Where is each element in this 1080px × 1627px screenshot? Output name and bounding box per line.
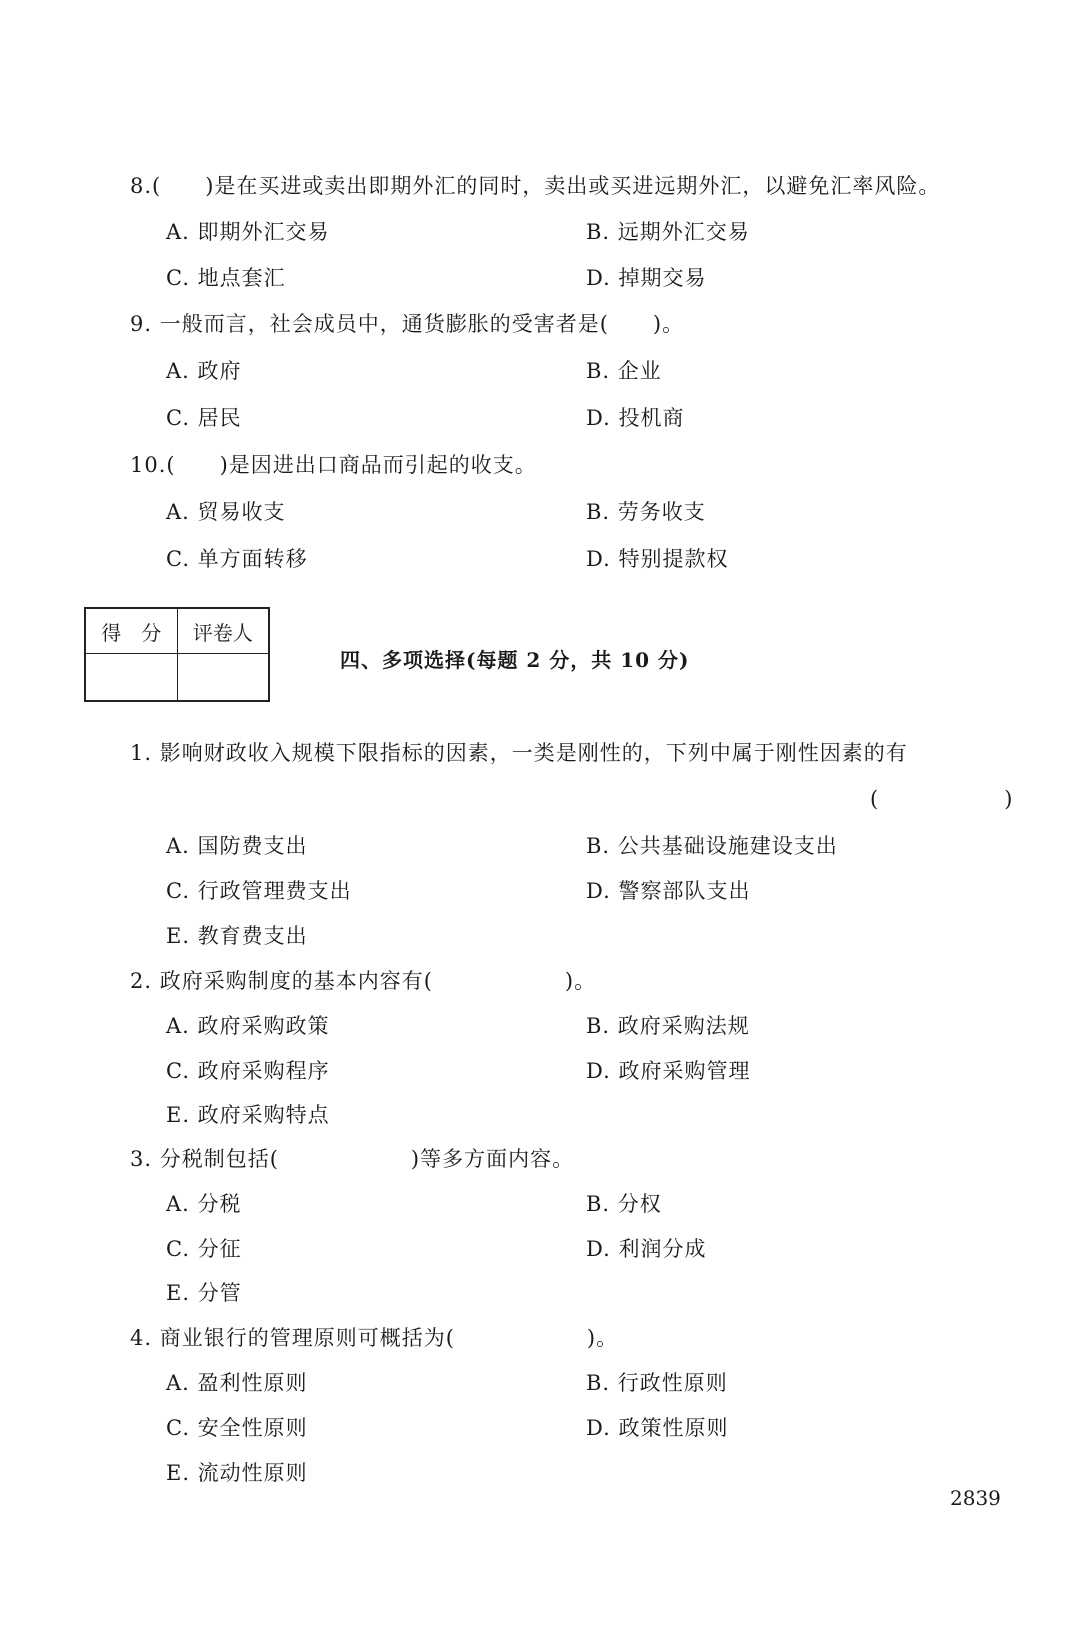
question-9-option-b: B. 企业 [586, 359, 662, 383]
mc-question-1-option-d: D. 警察部队支出 [586, 879, 751, 903]
question-9-stem: 9. 一般而言，社会成员中，通货膨胀的受害者是( )。 [130, 312, 685, 336]
mc-question-2-option-b: B. 政府采购法规 [586, 1014, 750, 1038]
mc-question-4-option-e: E. 流动性原则 [166, 1461, 308, 1485]
mc-question-1-answer-paren: ( ) [870, 787, 1013, 811]
mc-question-2-option-a: A. 政府采购政策 [166, 1014, 330, 1038]
mc-question-1-option-b: B. 公共基础设施建设支出 [586, 834, 838, 858]
question-10-option-b: B. 劳务收支 [586, 500, 706, 524]
mc-question-3-option-b: B. 分权 [586, 1192, 662, 1216]
mc-question-4-stem: 4. 商业银行的管理原则可概括为( )。 [130, 1326, 619, 1350]
mc-question-1-option-a: A. 国防费支出 [166, 834, 308, 858]
mc-question-2-option-c: C. 政府采购程序 [166, 1059, 330, 1083]
grader-cell[interactable] [177, 654, 269, 702]
question-9-option-a: A. 政府 [166, 359, 242, 383]
grader-label: 评卷人 [177, 608, 269, 654]
mc-question-3-option-a: A. 分税 [166, 1192, 242, 1216]
page-number: 2839 [950, 1486, 1001, 1510]
score-label: 得 分 [85, 608, 177, 654]
mc-question-2-option-d: D. 政府采购管理 [586, 1059, 751, 1083]
mc-question-3-option-c: C. 分征 [166, 1237, 242, 1261]
question-10-stem: 10.( )是因进出口商品而引起的收支。 [130, 453, 537, 477]
mc-question-3-option-e: E. 分管 [166, 1281, 242, 1305]
mc-question-2-option-e: E. 政府采购特点 [166, 1103, 330, 1127]
question-8-option-a: A. 即期外汇交易 [166, 220, 330, 244]
score-box [84, 607, 270, 702]
mc-question-3-stem: 3. 分税制包括( )等多方面内容。 [130, 1147, 575, 1171]
question-10-option-c: C. 单方面转移 [166, 547, 308, 571]
question-8-option-b: B. 远期外汇交易 [586, 220, 750, 244]
mc-question-4-option-a: A. 盈利性原则 [166, 1371, 308, 1395]
score-cell[interactable] [85, 654, 177, 702]
mc-question-4-option-d: D. 政策性原则 [586, 1416, 729, 1440]
mc-question-4-option-b: B. 行政性原则 [586, 1371, 728, 1395]
mc-question-1-option-e: E. 教育费支出 [166, 924, 308, 948]
mc-question-3-option-d: D. 利润分成 [586, 1237, 707, 1261]
mc-question-1-option-c: C. 行政管理费支出 [166, 879, 352, 903]
question-10-option-a: A. 贸易收支 [166, 500, 286, 524]
question-8-stem: 8.( )是在买进或卖出即期外汇的同时，卖出或买进远期外汇，以避免汇率风险。 [130, 174, 941, 198]
mc-question-4-option-c: C. 安全性原则 [166, 1416, 308, 1440]
mc-question-2-stem: 2. 政府采购制度的基本内容有( )。 [130, 969, 597, 993]
question-9-option-d: D. 投机商 [586, 406, 685, 430]
question-10-option-d: D. 特别提款权 [586, 547, 729, 571]
section-title: 四、多项选择(每题 2 分，共 10 分) [340, 648, 690, 672]
question-9-option-c: C. 居民 [166, 406, 242, 430]
mc-question-1-stem: 1. 影响财政收入规模下限指标的因素，一类是刚性的，下列中属于刚性因素的有 [130, 741, 908, 765]
question-8-option-d: D. 掉期交易 [586, 266, 707, 290]
question-8-option-c: C. 地点套汇 [166, 266, 286, 290]
